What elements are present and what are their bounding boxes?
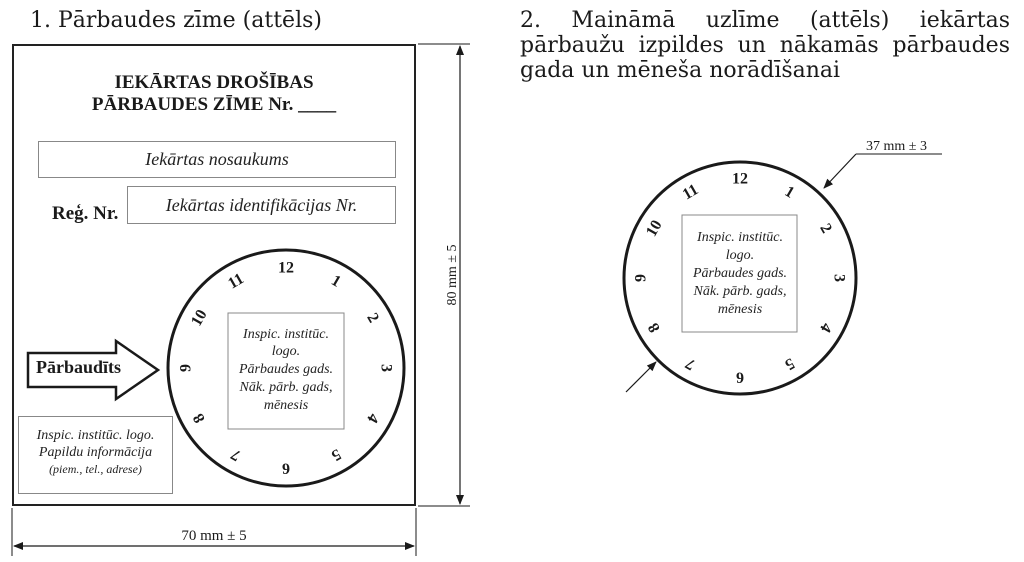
sticker-center-line-3: Pārbaudes gads. (692, 266, 788, 281)
diameter-arrow-top (824, 154, 856, 188)
sticker-dial-number-5: 5 (781, 354, 798, 374)
sign-dial-number-8: 8 (190, 410, 209, 426)
sign-dial-number-9: 9 (177, 364, 195, 372)
sign-dial-number-4: 4 (363, 410, 382, 426)
registration-label: Reģ. Nr. (52, 203, 119, 224)
sign-dial-center-line-5: mēnesis (263, 398, 309, 413)
sticker-dial-number-12: 12 (732, 170, 748, 188)
sign-dial-number-1: 1 (328, 272, 344, 291)
sign-dial-number-5: 5 (328, 445, 344, 464)
sign-dial-center-line-1: Inspic. institūc. (243, 327, 329, 342)
sticker-dial-number-8: 8 (644, 319, 664, 336)
sticker-center-line-1: Inspic. institūc. (697, 230, 783, 245)
sticker-dial (624, 162, 856, 394)
width-dimension-label: 70 mm ± 5 (181, 528, 247, 544)
checked-label: Pārbaudīts (36, 357, 122, 377)
info-line-1: Inspic. institūc. logo. (36, 428, 155, 443)
sticker-center-line-2: logo. (725, 248, 755, 263)
sticker-dial-number-3: 3 (830, 274, 848, 282)
sign-dial-number-6: 6 (282, 459, 290, 477)
sign-dial-number-11: 11 (225, 270, 247, 293)
equipment-id-text: Iekārtas identifikācijas Nr. (165, 194, 358, 215)
sign-title-line-1: IEKĀRTAS DROŠĪBAS (114, 72, 314, 93)
info-line-3: (piem., tel., adrese) (49, 462, 142, 476)
sticker-center-line-5: mēnesis (717, 302, 763, 317)
sign-dial-number-12: 12 (278, 259, 294, 277)
sticker-dial-number-2: 2 (816, 220, 836, 237)
sign-dial-center-line-3: Pārbaudes gads. (238, 362, 334, 377)
height-dimension-label: 80 mm ± 5 (445, 244, 460, 306)
sticker-dial-number-4: 4 (816, 319, 836, 336)
diameter-label: 37 mm ± 3 (866, 139, 927, 154)
sign-dial-number-7: 7 (228, 445, 244, 464)
info-line-2: Papildu informācija (38, 445, 153, 460)
sign-dial-number-2: 2 (363, 310, 382, 326)
sticker-dial-number-7: 7 (682, 354, 699, 374)
diameter-arrow-bottom (626, 362, 656, 392)
sticker-dial-number-11: 11 (679, 181, 702, 204)
sign-title-line-2: PĀRBAUDES ZĪME Nr. ____ (91, 94, 337, 115)
right-figure-title: 2. Maināmā uzlīme (attēls) iekārtas pārbaužu izpildes un nākamās pārbaudes gada un mēneša norādīšanai (520, 8, 1010, 83)
sticker-center-line-4: Nāk. pārb. gads, (693, 284, 787, 299)
equipment-name-text: Iekārtas nosaukums (145, 149, 289, 169)
sign-dial-center-line-2: logo. (271, 344, 301, 359)
sticker-dial-number-6: 6 (736, 368, 744, 386)
sticker-dial-number-9: 9 (632, 274, 650, 282)
left-figure-title: 1. Pārbaudes zīme (attēls) (30, 8, 322, 33)
sticker-dial-number-10: 10 (642, 217, 666, 240)
sign-dial (168, 250, 404, 486)
sign-dial-center-line-4: Nāk. pārb. gads, (239, 380, 333, 395)
sticker-dial-number-1: 1 (781, 182, 798, 202)
sign-dial-number-10: 10 (188, 306, 211, 330)
sign-dial-number-3: 3 (377, 364, 395, 372)
